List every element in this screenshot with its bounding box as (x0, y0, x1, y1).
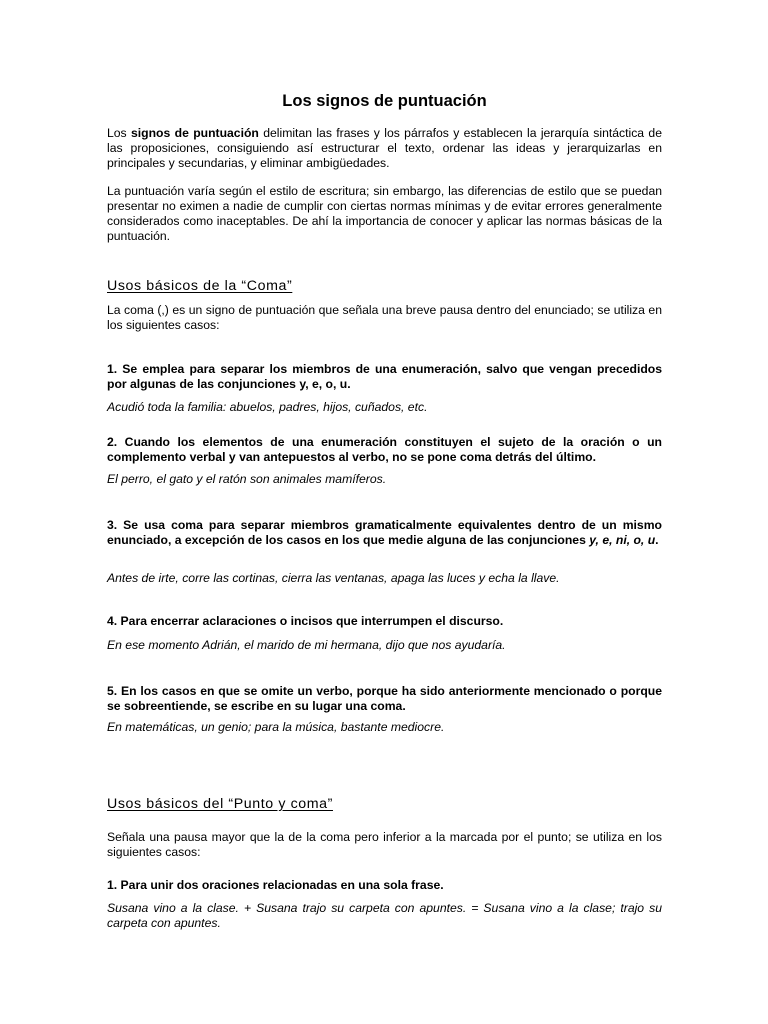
coma-example-2: El perro, el gato y el ratón son animales mamíferos. (107, 472, 387, 486)
punto-y-coma-example-1: Susana vino a la clase. + Susana trajo su carpeta con apuntes. = Susana vino a la clase; trajo su carpeta con apuntes. (107, 901, 662, 930)
coma-example-3: Antes de irte, corre las cortinas, cierra las ventanas, apaga las luces y echa la llave. (107, 571, 560, 585)
intro-p1-prefix: Los (107, 126, 131, 140)
coma-rule-3-prefix: 3. Se usa coma para separar miembros gramaticalmente equivalentes dentro de un mismo enunciado, a excepción de los casos en los que medie alguna de las conjunciones (107, 518, 662, 547)
section-heading-coma: Usos básicos de la “Coma” (107, 278, 293, 294)
coma-example-5: En matemáticas, un genio; para la música, bastante mediocre. (107, 720, 445, 734)
coma-rule-3-conjunctions: y, e, ni, o, u (589, 533, 656, 547)
coma-rule-3 (107, 518, 662, 548)
intro-paragraph-1 (107, 126, 662, 171)
document-title: Los signos de puntuación (282, 92, 487, 110)
punto-y-coma-intro: Señala una pausa mayor que la de la coma pero inferior a la marcada por el punto; se utiliza en los siguientes casos: (107, 830, 662, 859)
punto-y-coma-rule-1: 1. Para unir dos oraciones relacionadas en una sola frase. (107, 878, 444, 892)
intro-p1-rest: delimitan las frases y los párrafos y establecen la jerarquía sintáctica de las proposiciones, consiguiendo así estructurar el texto, ordenar las ideas y jerarquizarlas en principales y secundarias, y eliminar ambigüedades. (107, 126, 662, 170)
coma-rule-1: 1. Se emplea para separar los miembros de una enumeración, salvo que vengan precedidos por algunas de las conjunciones y, e, o, u. (107, 362, 662, 391)
coma-rule-3-suffix: . (655, 533, 659, 547)
coma-example-4: En ese momento Adrián, el marido de mi hermana, dijo que nos ayudaría. (107, 638, 506, 652)
coma-intro: La coma (,) es un signo de puntuación que señala una breve pausa dentro del enunciado; se utiliza en los siguientes casos: (107, 303, 662, 332)
coma-rule-5: 5. En los casos en que se omite un verbo, porque ha sido anteriormente mencionado o porque se sobreentiende, se escribe en su lugar una coma. (107, 684, 662, 713)
coma-example-1: Acudió toda la familia: abuelos, padres, hijos, cuñados, etc. (107, 400, 428, 414)
coma-rule-2: 2. Cuando los elementos de una enumeración constituyen el sujeto de la oración o un complemento verbal y van antepuestos al verbo, no se pone coma detrás del último. (107, 435, 662, 464)
intro-paragraph-2: La puntuación varía según el estilo de escritura; sin embargo, las diferencias de estilo que se puedan presentar no eximen a nadie de cumplir con ciertas normas mínimas y de evitar errores generalmente considerados como inaceptables. De ahí la importancia de conocer y aplicar las normas básicas de la puntuación. (107, 184, 662, 243)
intro-p1-bold: signos de puntuación (131, 126, 259, 140)
coma-rule-4: 4. Para encerrar aclaraciones o incisos que interrumpen el discurso. (107, 614, 504, 628)
section-heading-punto-y-coma: Usos básicos del “Punto y coma” (107, 796, 333, 812)
